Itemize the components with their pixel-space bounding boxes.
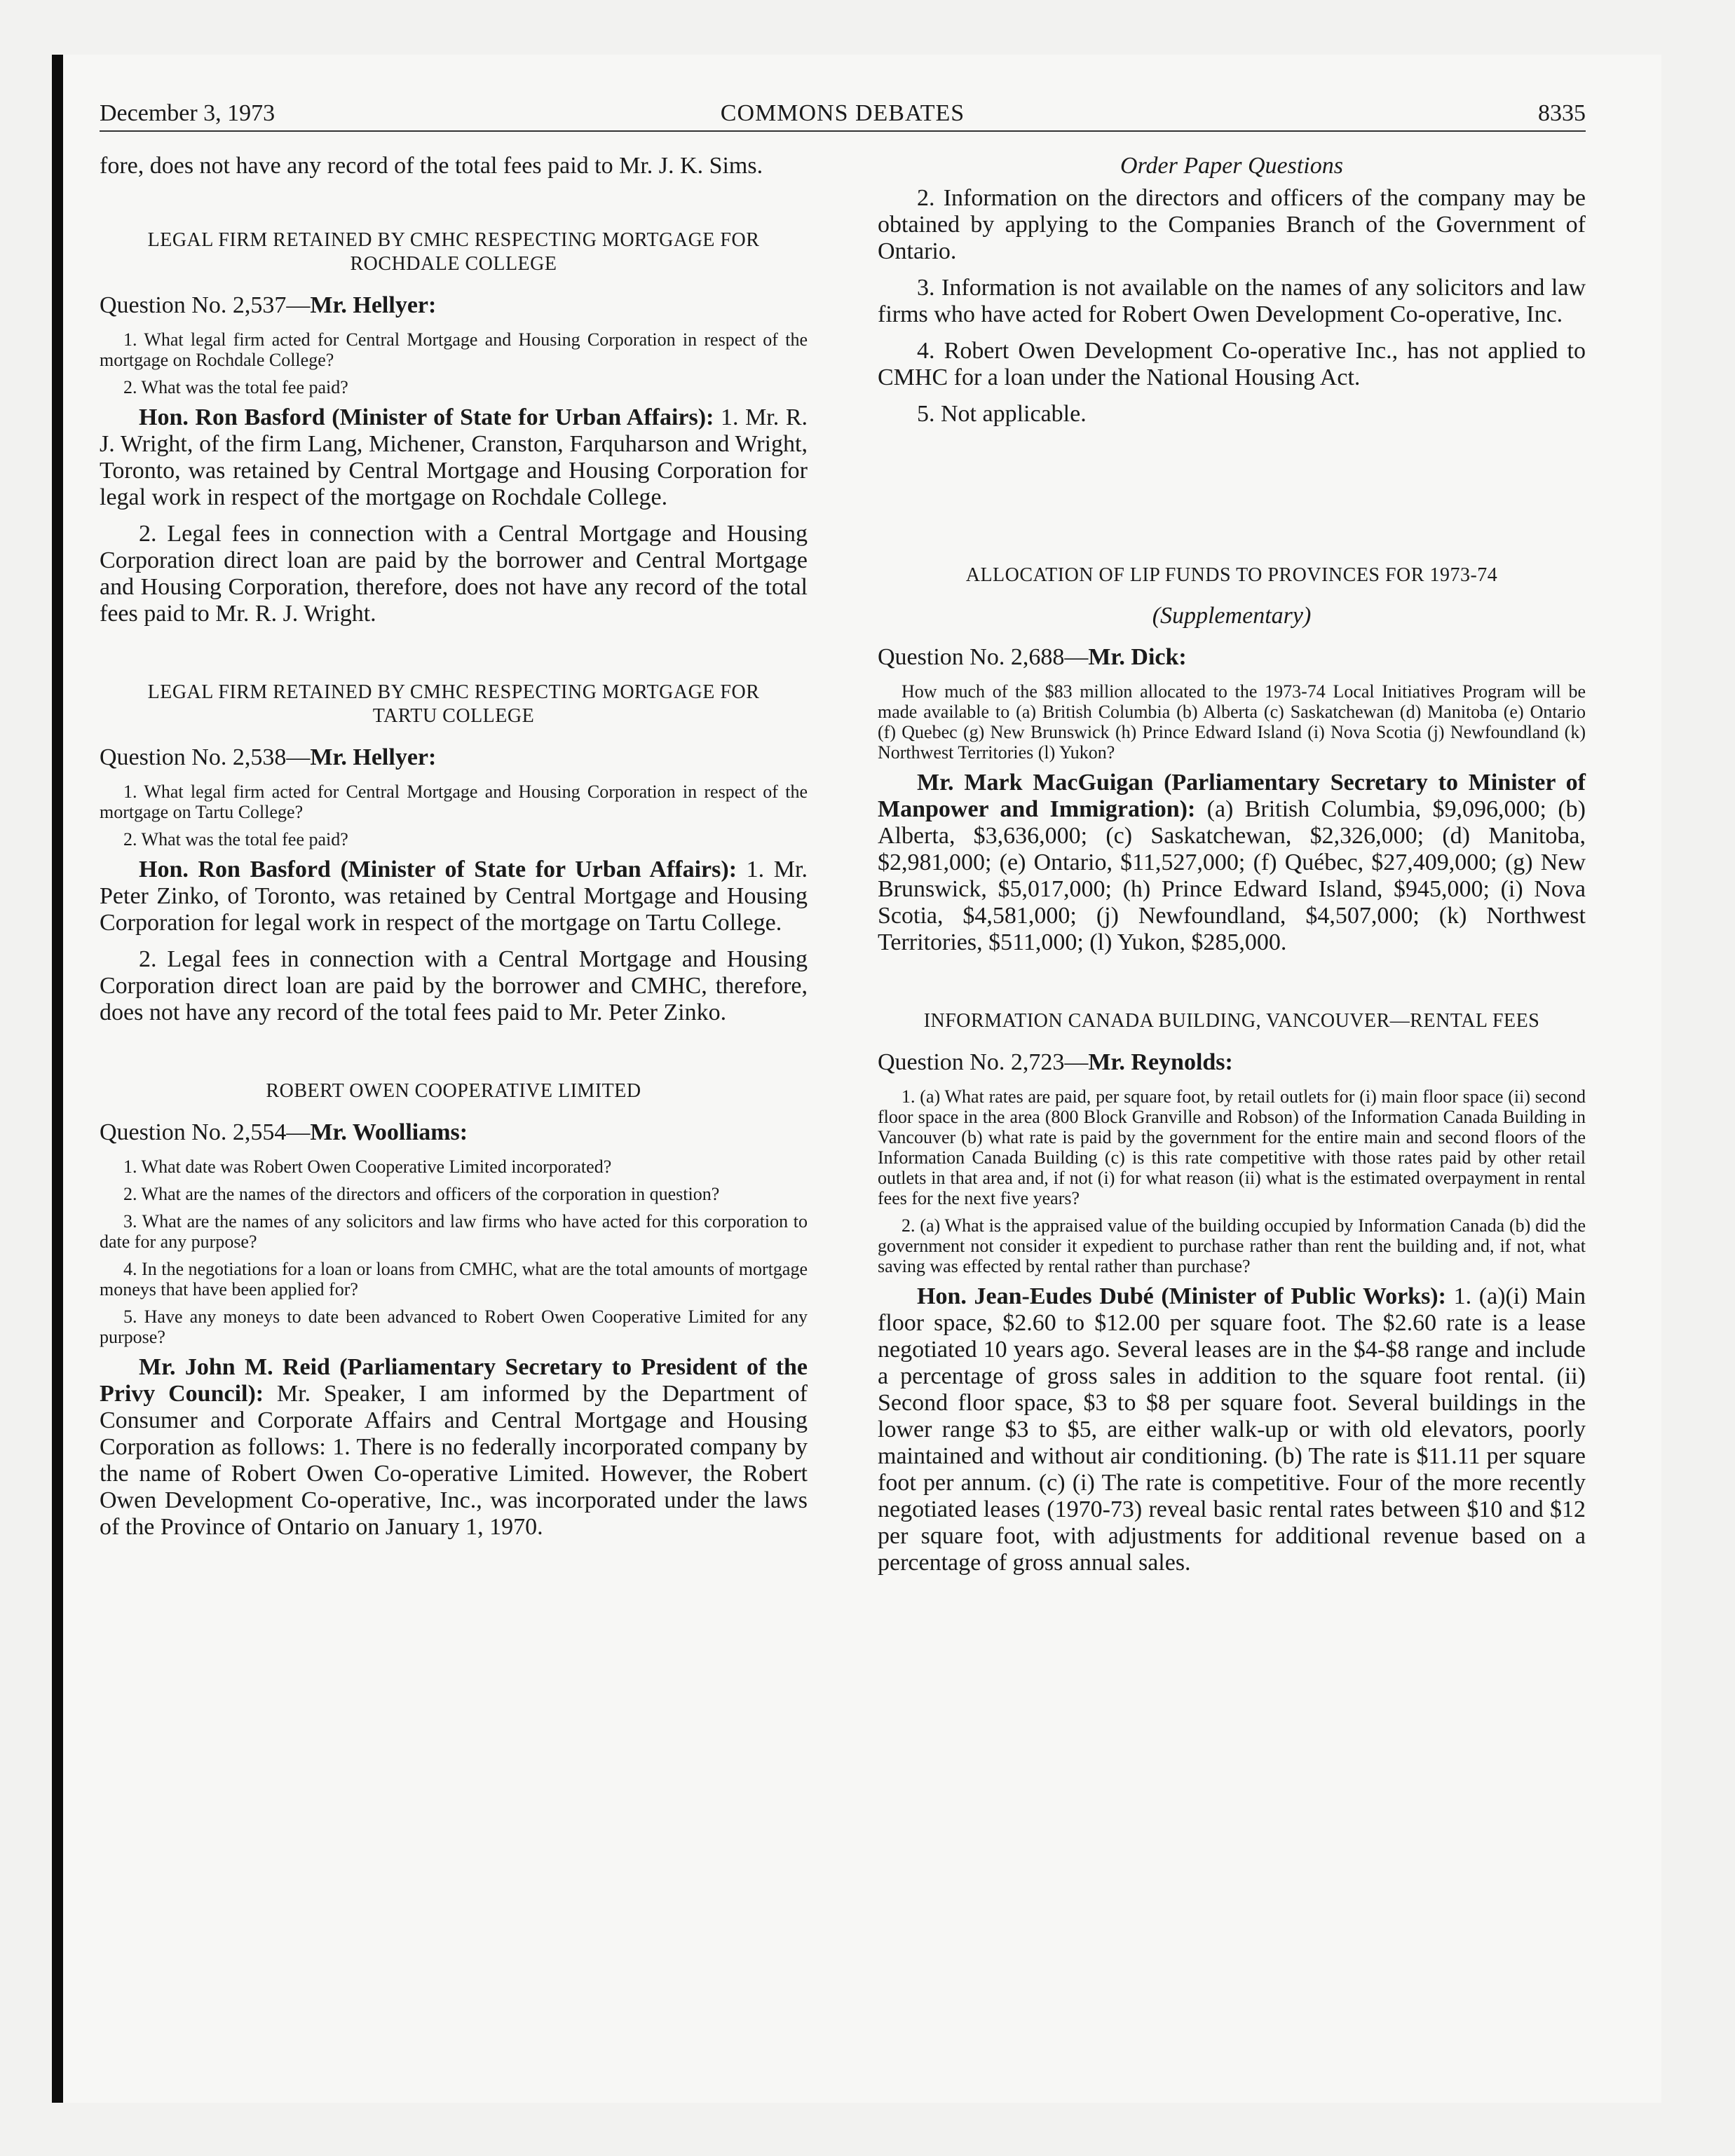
section-heading-rochdale: LEGAL FIRM RETAINED BY CMHC RESPECTING MORTGAGE FOR ROCHDALE COLLEGE: [147, 229, 760, 275]
question-item: 2. What are the names of the directors and officers of the corporation in question?: [123, 1184, 720, 1204]
question-line-2554: Question No. 2,554—Mr. Woolliams:: [100, 1119, 468, 1145]
scan-border: [52, 55, 63, 2103]
speaker-name: Mr. John M. Reid (Parliamentary Secretary to President of the Privy Council):: [100, 1354, 808, 1407]
answer-paragraph: Hon. Ron Basford (Minister of State for Urban Affairs): 1. Mr. Peter Zinko, of Toronto, was retained by Central Mortgage and Housing Corporation for legal work in respect of the mortgage on Tartu College.: [100, 857, 808, 936]
column-gap: [878, 437, 1586, 521]
question-line-2688: Question No. 2,688—Mr. Dick:: [878, 644, 1187, 670]
header-title: COMMONS DEBATES: [720, 100, 965, 126]
header-date: December 3, 1973: [100, 100, 275, 126]
answer-paragraph: 3. Information is not available on the names of any solicitors and law firms who have acted for Robert Owen Development Co-operative, Inc.: [878, 275, 1586, 327]
question-item: 1. What legal firm acted for Central Mortgage and Housing Corporation in respect of the mortgage on Rochdale College?: [100, 329, 808, 370]
answer-paragraph: 2. Legal fees in connection with a Central Mortgage and Housing Corporation direct loan are paid by the borrower and CMHC, therefore, does not have any record of the total fees paid to Mr. Peter Zinko.: [100, 946, 808, 1025]
question-member: Mr. Dick:: [1088, 644, 1187, 670]
left-column: [100, 153, 808, 1550]
answer-paragraph: Mr. John M. Reid (Parliamentary Secretary to President of the Privy Council): Mr. Speaker, I am informed by the Department of Consumer and Corporate Affairs and Central Mortgage and Housing Corporation as follows: 1. There is no federally incorporated company by the name of Robert Owen Co-operative Limited. However, the Robert Owen Development Co-operative, Inc., was incorporated under the laws of the Province of Ontario on January 1, 1970.: [100, 1354, 808, 1540]
question-item: 1. What date was Robert Owen Cooperative Limited incorporated?: [123, 1157, 612, 1177]
question-item: 2. (a) What is the appraised value of the building occupied by Information Canada (b) did the government not consider it expedient to purchase rather than rent the building and, if not, what saving was effected by rental rather than purchase?: [878, 1215, 1586, 1276]
speaker-name: Hon. Ron Basford (Minister of State for Urban Affairs):: [139, 857, 737, 882]
question-member: Mr. Reynolds:: [1088, 1049, 1233, 1075]
section-heading-tartu: LEGAL FIRM RETAINED BY CMHC RESPECTING MORTGAGE FOR TARTU COLLEGE: [147, 681, 760, 727]
question-item: 3. What are the names of any solicitors and law firms who have acted for this corporation to date for any purpose?: [100, 1211, 808, 1252]
question-item: How much of the $83 million allocated to the 1973-74 Local Initiatives Program will be made available to (a) British Columbia (b) Alberta (c) Saskatchewan (d) Manitoba (e) Ontario (f) Quebec (g) New Brunswick (h) Prince Edward Island (i) Nova Scotia (j) Newfoundland (k) Northwest Territories (l) Yukon?: [878, 681, 1586, 763]
question-member: Mr. Woolliams:: [310, 1119, 468, 1145]
speaker-name: Mr. Mark MacGuigan (Parliamentary Secretary to Minister of Manpower and Immigration):: [878, 770, 1586, 822]
answer-paragraph: Mr. Mark MacGuigan (Parliamentary Secretary to Minister of Manpower and Immigration): (a) British Columbia, $9,096,000; (b) Alberta, $3,636,000; (c) Saskatchewan, $2,326,000; (d) Manitoba, $2,981,000; (e) Ontario, $11,527,000; (f) Québec, $27,409,000; (g) New Brunswick, $5,017,000; (h) Prince Edward Island, $945,000; (i) Nova Scotia, $4,581,000; (j) Newfoundland, $4,507,000; (k) Northwest Territories, $511,000; (l) Yukon, $285,000.: [878, 770, 1586, 955]
speaker-name: Hon. Ron Basford (Minister of State for Urban Affairs):: [139, 404, 714, 430]
answer-paragraph: 2. Legal fees in connection with a Central Mortgage and Housing Corporation direct loan are paid by the borrower and Central Mortgage and Housing Corporation, therefore, does not have any record of the total fees paid to Mr. R. J. Wright.: [100, 521, 808, 627]
section-subhead: (Supplementary): [1152, 603, 1312, 629]
speaker-name: Hon. Jean-Eudes Dubé (Minister of Public Works):: [917, 1283, 1446, 1309]
page-header: [100, 97, 1586, 132]
question-item: 5. Have any moneys to date been advanced to Robert Owen Cooperative Limited for any purpose?: [100, 1306, 808, 1347]
section-heading-info-canada: INFORMATION CANADA BUILDING, VANCOUVER—RENTAL FEES: [923, 1010, 1540, 1032]
question-line-2537: Question No. 2,537—Mr. Hellyer:: [100, 292, 437, 318]
continued-paragraph: fore, does not have any record of the total fees paid to Mr. J. K. Sims.: [100, 153, 763, 179]
answer-paragraph: 2. Information on the directors and officers of the company may be obtained by applying to the Companies Branch of the Government of Ontario.: [878, 185, 1586, 264]
question-item: 4. In the negotiations for a loan or loans from CMHC, what are the total amounts of mortgage moneys that have been applied for?: [100, 1259, 808, 1299]
question-item: 2. What was the total fee paid?: [123, 829, 348, 850]
answer-paragraph: 5. Not applicable.: [917, 401, 1087, 427]
answer-paragraph: 4. Robert Owen Development Co-operative Inc., has not applied to CMHC for a loan under the National Housing Act.: [878, 338, 1586, 390]
running-head: Order Paper Questions: [1120, 153, 1343, 179]
section-heading-lip-funds: ALLOCATION OF LIP FUNDS TO PROVINCES FOR 1973-74: [965, 564, 1498, 586]
question-item: 1. What legal firm acted for Central Mortgage and Housing Corporation in respect of the mortgage on Tartu College?: [100, 782, 808, 822]
header-page-number: 8335: [1538, 100, 1586, 126]
right-column: [878, 153, 1586, 1586]
answer-paragraph: Hon. Ron Basford (Minister of State for Urban Affairs): 1. Mr. R. J. Wright, of the firm Lang, Michener, Cranston, Farquharson and Wright, Toronto, was retained by Central Mortgage and Housing Corporation for legal work in respect of the mortgage on Rochdale College.: [100, 404, 808, 510]
question-line-2723: Question No. 2,723—Mr. Reynolds:: [878, 1049, 1233, 1075]
question-item: 1. (a) What rates are paid, per square foot, by retail outlets for (i) main floor space (ii) second floor space in the area (800 Block Granville and Robson) of the Information Canada Building in Vancouver (b) what rate is paid by the government for the entire main and second floors of the Information Canada Building (c) is this rate competitive with those rates paid by other retail outlets in that area and, if not (i) for what reason (ii) what is the estimated overpayment in rental fees for the next five years?: [878, 1086, 1586, 1208]
question-member: Mr. Hellyer:: [310, 292, 437, 318]
answer-paragraph: Hon. Jean-Eudes Dubé (Minister of Public Works): 1. (a)(i) Main floor space, $2.60 to $12.00 per square foot. The $2.60 rate is a lease negotiated 10 years ago. Several leases are in the $4-$8 range and include a percentage of gross sales in addition to the square foot rental. (ii) Second floor space, $3 to $8 per square foot. Several buildings in the lower range $3 to $5, are either walk-up or with old elevators, poorly maintained and without air conditioning. (b) The rate is $11.11 per square foot per annum. (c) (i) The rate is competitive. Four of the more recently negotiated leases (1970-73) reveal basic rental rates between $10 and $12 per square foot, with adjustments for additional revenue based on a percentage of gross annual sales.: [878, 1283, 1586, 1576]
question-line-2538: Question No. 2,538—Mr. Hellyer:: [100, 744, 437, 770]
section-heading-robert-owen: ROBERT OWEN COOPERATIVE LIMITED: [266, 1080, 641, 1102]
question-member: Mr. Hellyer:: [310, 744, 437, 770]
question-item: 2. What was the total fee paid?: [123, 377, 348, 397]
